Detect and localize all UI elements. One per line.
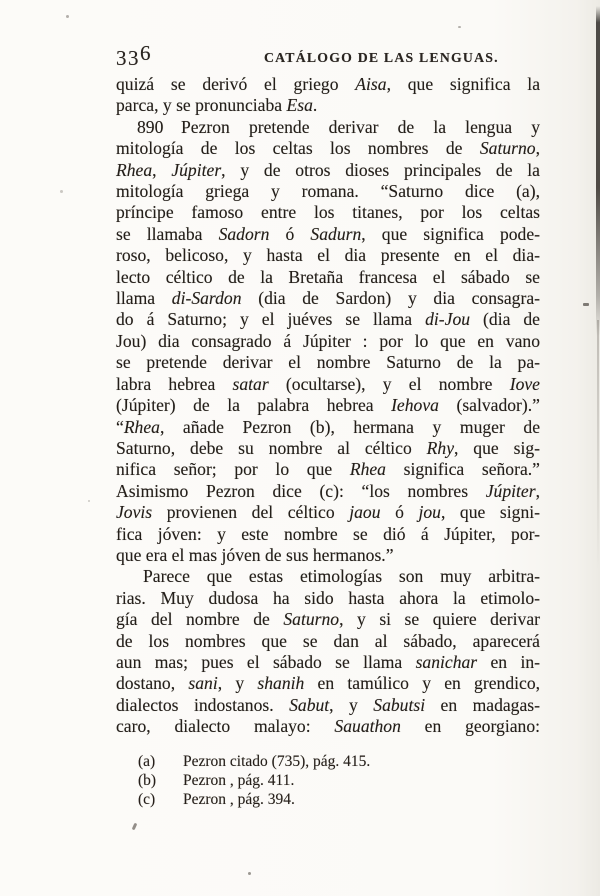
text-line: quizá se derivó el griego Aisa, que significa la — [116, 74, 540, 94]
scan-speck — [458, 26, 461, 28]
text-line: Jou) dia consagrado á Júpiter : por lo que en vano — [116, 330, 540, 351]
text-line: llama di-Sardon (dia de Sardon) y dia consagra- — [116, 288, 540, 309]
text-line: mitología griega y romana. “Saturno dice (a), — [116, 181, 540, 202]
page-number-raised-digit: 6 — [140, 41, 152, 65]
footnote — [138, 753, 498, 772]
text-line: Asimismo Pezron dice (c): “los nombres Júpiter, — [116, 480, 540, 501]
text-line: labra hebrea satar (ocultarse), y el nombre Iove — [116, 373, 540, 394]
text-line: príncipe famoso entre los titanes, por los celtas — [116, 202, 540, 223]
footnote-label: (b) — [138, 771, 157, 789]
text-line: Jovis provienen del céltico jaou ó jou, que signi- — [116, 502, 540, 523]
text-line: 890 Pezron pretende derivar de la lengua y — [137, 116, 540, 137]
text-line: Rhea, Júpiter, y de otros dioses principales de la — [116, 159, 540, 180]
footnote — [138, 772, 498, 791]
page-number — [116, 41, 152, 71]
text-line: nifica señor; por lo que Rhea significa señora.” — [116, 459, 540, 480]
scan-speck — [60, 190, 63, 193]
text-line: fica jóven: y este nombre se dió á Júpiter, por- — [116, 523, 540, 544]
text-line: do á Saturno; y el juéves se llama di-Jou (dia de — [116, 309, 540, 330]
text-line: (Júpiter) de la palabra hebrea Iehova (salvador).” — [116, 395, 540, 416]
text-line: que era el mas jóven de sus hermanos.” — [116, 544, 394, 565]
text-line: caro, dialecto malayo: Sauathon en georgiano: — [116, 716, 541, 737]
text-line: dostano, sani, y shanih en tamúlico y en grendico, — [116, 673, 541, 694]
page-number-prefix: 33 — [116, 46, 140, 70]
scan-speck — [583, 303, 589, 306]
text-line: dialectos indostanos. Sabut, y Sabutsi en madagas- — [116, 694, 540, 715]
text-line: Saturno, debe su nombre al céltico Rhy, que sig- — [116, 437, 540, 458]
text-line: rias. Muy dudosa ha sido hasta ahora la etimolo- — [116, 587, 540, 608]
body-text — [116, 74, 540, 738]
footnotes — [138, 753, 498, 809]
text-line: se pretende derivar el nombre Saturno de la pa- — [116, 352, 540, 373]
footnote-label: (a) — [138, 753, 156, 770]
scan-speck — [66, 15, 69, 18]
text-line: de los nombres que se dan al sábado, aparecerá — [116, 630, 540, 651]
scan-speck — [248, 872, 251, 875]
scan-speck — [132, 823, 138, 831]
footnote-text: Pezron , pág. 411. — [183, 771, 295, 789]
running-head — [116, 42, 542, 74]
scan-speck — [88, 500, 90, 502]
text-line: roso, belicoso, y hasta el dia presente en el dia- — [116, 245, 540, 266]
text-line: parca, y se pronunciaba Esa. — [116, 95, 318, 116]
text-line: “Rhea, añade Pezron (b), hermana y muger de — [116, 416, 540, 437]
scan-edge-artifact — [596, 6, 600, 336]
scan-edge-artifact-faint — [597, 320, 599, 570]
footnote-text: Pezron citado (735), pág. 415. — [183, 753, 371, 770]
text-line: aun mas; pues el sábado se llama sanichar en in- — [116, 651, 540, 672]
text-line: gía del nombre de Saturno, y si se quiere derivar — [116, 609, 541, 630]
footnote — [138, 791, 498, 810]
running-title: CATÁLOGO DE LAS LENGUAS. — [264, 50, 499, 65]
text-line: lecto céltico de la Bretaña francesa el sábado se — [116, 266, 540, 287]
text-line: se llamaba Sadorn ó Sadurn, que significa pode- — [116, 223, 541, 244]
footnote-text: Pezron , pág. 394. — [183, 790, 295, 808]
footnote-label: (c) — [138, 790, 156, 808]
text-line: mitología de los celtas los nombres de Saturno, — [116, 138, 540, 159]
text-line: Parece que estas etimologías son muy arbitra- — [143, 566, 540, 587]
